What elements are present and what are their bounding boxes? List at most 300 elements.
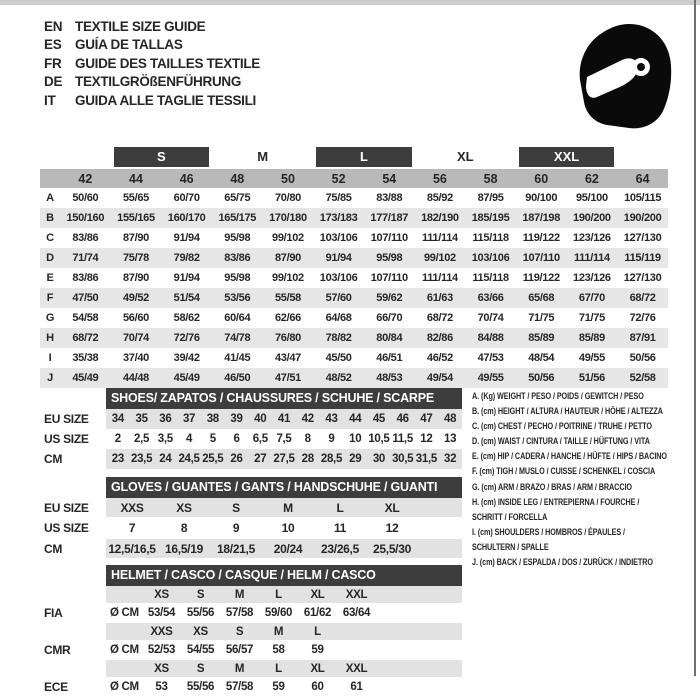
- main-size-table: [40, 147, 668, 388]
- language-list: [44, 17, 260, 110]
- helmet-standard-values: [106, 603, 462, 623]
- measurement-value-cell: 87/95: [477, 192, 504, 204]
- size-group-label: XXL: [519, 147, 614, 167]
- legend-item: I. (cm) SHOULDERS / HOMBROS / ÉPAULES /: [472, 526, 625, 538]
- helmet-standard-row: [44, 603, 462, 623]
- measurement-row: [40, 288, 668, 308]
- language-code: ES: [44, 37, 62, 53]
- helmet-size-cell: XS: [154, 588, 169, 601]
- shoes-value-cell: 35: [135, 413, 148, 425]
- measurement-value-cell: 103/106: [319, 232, 358, 244]
- shoes-value-cell: 30: [372, 453, 386, 465]
- gloves-value-cell: 11: [333, 521, 347, 535]
- legend-item: E. (cm) HIP / CADERA / HANCHE / HÜFTE / HIPS / BACINO: [472, 451, 667, 463]
- shoes-value-cell: 10,5: [368, 433, 390, 445]
- measurement-row: [40, 228, 668, 248]
- measurement-row-letter: D: [40, 248, 60, 268]
- helmet-size-cell: XXS: [150, 625, 173, 638]
- measurement-value-cell: 123/126: [573, 232, 611, 244]
- measurement-value-cell: 61/63: [415, 288, 466, 308]
- helmet-size-cell: L: [275, 588, 282, 601]
- measurement-row-letter: G: [45, 312, 55, 324]
- measurement-value-cell: 111/114: [567, 248, 618, 268]
- size-number-cell: 52: [313, 169, 364, 188]
- language-row: [44, 73, 260, 92]
- measurement-value-cell: 119/122: [522, 232, 560, 244]
- helmet-standard-label: ECE: [44, 680, 68, 694]
- measurement-value-cell: 35/38: [72, 352, 99, 364]
- language-code: DE: [44, 74, 63, 90]
- gloves-value-cell: 12: [385, 521, 399, 535]
- helmet-standard-row: [44, 640, 462, 660]
- gloves-value-cell: 23/26,5: [321, 541, 359, 556]
- measurement-value-cell: 51/56: [567, 368, 618, 388]
- gloves-value-cell: 9: [232, 521, 240, 535]
- gloves-row: [44, 498, 462, 517]
- legend-item: H. (cm) INSIDE LEG / ENTREPIERNA / FOURCHE /: [472, 496, 640, 508]
- measurement-value-cell: 83/86: [72, 232, 99, 244]
- measurement-value-cell: 107/110: [370, 272, 408, 284]
- shoes-value-cell: 27,5: [273, 453, 295, 465]
- measurement-value-cell: 83/86: [72, 272, 99, 284]
- helmet-value-cell: 58: [272, 644, 285, 656]
- shoes-value-cell: 11,5: [392, 433, 413, 445]
- measurement-value-cell: 58/62: [173, 312, 200, 324]
- helmet-size-cell: XS: [193, 625, 208, 638]
- measurement-value-cell: 99/102: [272, 232, 304, 244]
- racing-helmet-icon: [577, 22, 673, 132]
- shoes-value-cell: 5: [209, 433, 216, 445]
- helmet-unit-label: Ø CM: [110, 607, 139, 619]
- measurement-value-cell: 46/50: [212, 368, 263, 388]
- shoes-value-cell: 31,5: [415, 453, 437, 465]
- gloves-value-cell: 16,5/19: [165, 541, 203, 556]
- measurement-value-cell: 46/52: [426, 352, 453, 364]
- shoes-value-cell: 23: [111, 453, 124, 465]
- row-label: EU SIZE: [44, 500, 89, 515]
- measurement-value-cell: 57/60: [313, 288, 364, 308]
- measurement-value-cell: 85/89: [567, 328, 618, 348]
- gloves-value-cell: 25,5/30: [373, 541, 411, 556]
- measurement-value-cell: 187/198: [516, 208, 567, 228]
- measurement-row-letter: I: [48, 352, 52, 364]
- measurement-value-cell: 70/74: [477, 312, 504, 324]
- helmet-size-cell: M: [234, 662, 245, 675]
- measurement-value-cell: 71/74: [60, 248, 111, 268]
- shoes-section-title: SHOES/ ZAPATOS / CHAUSSURES / SCHUHE / SCARPE: [106, 388, 462, 409]
- helmet-size-cell: S: [196, 662, 205, 675]
- measurement-value-cell: 127/130: [623, 272, 662, 284]
- measurement-row: [40, 368, 668, 388]
- measurement-value-cell: 91/94: [173, 232, 200, 244]
- helmet-size-cell: XXL: [345, 588, 368, 601]
- size-group-cell: [40, 147, 111, 169]
- measurement-row-letter: E: [46, 272, 54, 284]
- helmet-size-cell: S: [235, 625, 244, 638]
- measurement-value-cell: 44/48: [111, 368, 162, 388]
- legend-item: A. (Kg) WEIGHT / PESO / POIDS / GEWITCH / PESO: [472, 391, 644, 402]
- gloves-row: [44, 539, 462, 558]
- size-group-cell: [415, 147, 516, 169]
- size-group-label: M: [257, 149, 269, 164]
- helmet-size-cell: XXL: [345, 662, 368, 675]
- measurement-row: [40, 328, 668, 348]
- gloves-values: [106, 539, 462, 558]
- measurement-legend: [472, 389, 694, 570]
- measurement-value-cell: 71/75: [578, 312, 605, 324]
- size-group-cell: [617, 147, 668, 169]
- gloves-value-cell: 20/24: [273, 541, 303, 556]
- gloves-value-cell: 18/21,5: [217, 541, 255, 556]
- measurement-value-cell: 60/70: [173, 192, 200, 204]
- legend-item: C. (cm) CHEST / PECHO / POITRINE / TRUHE / PETTO: [472, 421, 652, 433]
- helmet-size-cell: XL: [310, 662, 325, 675]
- shoes-value-cell: 10: [349, 433, 362, 445]
- measurement-value-cell: 165/175: [212, 208, 263, 228]
- helmet-sizes-row: [44, 623, 462, 640]
- helmet-unit-label: Ø CM: [110, 644, 139, 656]
- measurement-row: [40, 188, 668, 208]
- size-group-label: XL: [456, 149, 474, 164]
- measurement-value-cell: 95/98: [224, 272, 251, 284]
- measurement-value-cell: 50/56: [516, 368, 567, 388]
- legend-item: D. (cm) WAIST / CINTURA / TAILLE / HÜFTUNG / VITA: [472, 436, 650, 448]
- shoes-value-cell: 6,5: [252, 433, 268, 445]
- legend-item: G. (cm) ARM / BRAZO / BRAS / ARM / BRACCIO: [472, 481, 632, 493]
- measurement-value-cell: 55/58: [263, 288, 314, 308]
- size-number-spacer: [40, 169, 60, 188]
- shoes-value-cell: 45: [372, 413, 386, 425]
- helmet-standard-label: FIA: [44, 606, 63, 620]
- helmet-standard-row: [44, 677, 462, 697]
- measurement-value-cell: 45/49: [161, 368, 212, 388]
- measurement-value-cell: 62/66: [274, 312, 301, 324]
- measurement-value-cell: 45/49: [60, 368, 111, 388]
- measurement-value-cell: 95/98: [224, 232, 251, 244]
- measurement-value-cell: 173/183: [313, 208, 364, 228]
- helmet-value-cell: 57/58: [225, 681, 254, 693]
- shoes-value-cell: 13: [444, 433, 457, 445]
- helmet-value-cell: 60: [311, 681, 324, 693]
- measurement-value-cell: 49/55: [578, 352, 605, 364]
- shoes-value-cell: 32: [444, 453, 457, 465]
- measurement-value-cell: 49/52: [111, 288, 162, 308]
- measurement-value-cell: 127/130: [623, 232, 662, 244]
- measurement-value-cell: 65/75: [224, 192, 251, 204]
- measurement-value-cell: 83/86: [212, 248, 263, 268]
- size-number-cell: 58: [465, 169, 516, 188]
- shoes-value-cell: 34: [111, 413, 124, 425]
- measurement-value-cell: 48/53: [364, 368, 415, 388]
- gloves-value-cell: XL: [384, 500, 400, 515]
- measurement-value-cell: 68/72: [617, 288, 668, 308]
- shoes-value-cell: 24,5: [178, 453, 200, 465]
- legend-item: F. (cm) TIGH / MUSLO / CUISSE / SCHENKEL / COSCIA: [472, 466, 656, 478]
- shoes-value-cell: 29: [349, 453, 362, 465]
- language-code: FR: [44, 55, 62, 71]
- measurement-value-cell: 68/72: [426, 312, 453, 324]
- language-row: [44, 17, 260, 36]
- shoes-value-cell: 30,5: [392, 453, 414, 465]
- measurement-value-cell: 56/60: [122, 312, 149, 324]
- language-label: GUIDE DES TAILLES TEXTILE: [75, 55, 261, 71]
- size-number-cell: 56: [415, 169, 466, 188]
- measurement-value-cell: 53/56: [212, 288, 263, 308]
- measurement-value-cell: 45/50: [325, 352, 352, 364]
- measurement-row-letter: J: [40, 368, 60, 388]
- shoes-size-section: [44, 388, 462, 469]
- shoes-value-cell: 9: [328, 433, 335, 445]
- shoes-row: [44, 429, 462, 449]
- legend-item: SCHRITT / FORCELLA: [472, 511, 548, 523]
- measurement-value-cell: 83/88: [376, 192, 403, 204]
- helmet-size-cell: M: [234, 588, 245, 601]
- measurement-value-cell: 87/90: [263, 248, 314, 268]
- shoes-value-cell: 2: [114, 433, 121, 445]
- measurement-value-cell: 91/94: [173, 272, 200, 284]
- shoes-value-cell: 7,5: [276, 433, 292, 445]
- size-number-cell: 64: [617, 169, 668, 188]
- measurement-value-cell: 99/102: [272, 272, 304, 284]
- measurement-value-cell: 47/50: [60, 288, 111, 308]
- row-label: US SIZE: [44, 521, 89, 535]
- helmet-value-cell: 53/54: [147, 607, 176, 619]
- measurement-row-letter: F: [40, 288, 60, 308]
- helmet-sizes-values: [106, 623, 462, 640]
- measurement-value-cell: 107/110: [370, 232, 408, 244]
- measurement-value-cell: 65/68: [516, 288, 567, 308]
- size-number-cell: 50: [263, 169, 314, 188]
- language-row: [44, 36, 260, 55]
- measurement-value-cell: 47/53: [477, 352, 504, 364]
- measurement-value-cell: 182/190: [415, 208, 466, 228]
- shoes-values: [106, 429, 462, 449]
- row-label: CM: [44, 541, 63, 556]
- measurement-value-cell: 85/92: [426, 192, 453, 204]
- helmet-value-cell: 61: [350, 681, 363, 693]
- measurement-value-cell: 155/165: [111, 208, 162, 228]
- measurement-row: [40, 308, 668, 328]
- language-label: GUIDA ALLE TAGLIE TESSILI: [75, 92, 256, 108]
- size-number-cell: 62: [567, 169, 618, 188]
- measurement-row-letter: B: [40, 208, 60, 228]
- size-group-cell: [516, 147, 617, 169]
- shoes-value-cell: 36: [159, 413, 172, 425]
- helmet-size-cell: L: [314, 625, 321, 638]
- measurement-value-cell: 115/118: [472, 272, 509, 284]
- helmet-standard-values: [106, 640, 462, 660]
- measurement-value-cell: 71/75: [528, 312, 555, 324]
- shoes-value-cell: 38: [206, 413, 219, 425]
- helmet-standard-label: CMR: [44, 643, 71, 657]
- helmet-standard-values: [106, 677, 462, 697]
- measurement-value-cell: 50/60: [72, 192, 99, 204]
- measurement-value-cell: 72/76: [161, 328, 212, 348]
- measurement-value-cell: 51/54: [161, 288, 212, 308]
- size-group-cell: [313, 147, 414, 169]
- gloves-row: [44, 517, 462, 539]
- helmet-size-cell: S: [196, 588, 205, 601]
- gloves-value-cell: 10: [281, 521, 295, 535]
- legend-item: SCHULTERN / SPALLE: [472, 541, 549, 553]
- shoes-value-cell: 37: [182, 413, 196, 425]
- helmet-value-cell: 59/60: [264, 607, 293, 619]
- helmet-size-cell: XL: [310, 588, 325, 601]
- helmet-size-section: [44, 565, 462, 697]
- measurement-value-cell: 87/90: [122, 272, 149, 284]
- measurement-value-cell: 39/42: [173, 352, 200, 364]
- measurement-row: [40, 268, 668, 288]
- size-number-row: [40, 169, 668, 188]
- shoes-value-cell: 43: [325, 413, 338, 425]
- shoes-value-cell: 3,5: [157, 433, 173, 445]
- size-number-cell: 42: [60, 169, 111, 188]
- measurement-value-cell: 43/47: [274, 352, 301, 364]
- measurement-value-cell: 52/58: [617, 368, 668, 388]
- page-frame-right: [694, 0, 696, 676]
- measurement-value-cell: 78/82: [313, 328, 364, 348]
- measurement-value-cell: 76/80: [263, 328, 314, 348]
- measurement-value-cell: 75/85: [325, 192, 352, 204]
- measurement-value-cell: 105/115: [624, 192, 662, 204]
- shoes-row: [44, 449, 462, 469]
- shoes-value-cell: 46: [396, 413, 409, 425]
- size-number-cell: 54: [364, 169, 415, 188]
- helmet-value-cell: 55/56: [186, 681, 215, 693]
- shoes-values: [106, 409, 462, 429]
- helmet-sizes-values: [106, 586, 462, 603]
- helmet-value-cell: 57/58: [225, 607, 254, 619]
- gloves-values: [106, 498, 462, 517]
- measurement-value-cell: 190/200: [617, 208, 668, 228]
- size-group-label: L: [316, 147, 411, 167]
- gloves-values: [106, 517, 462, 539]
- measurement-value-cell: 160/170: [161, 208, 212, 228]
- helmet-sizes-values: [106, 660, 462, 677]
- measurement-value-cell: 60/64: [224, 312, 251, 324]
- size-number-cell: 48: [212, 169, 263, 188]
- measurement-value-cell: 111/114: [422, 232, 458, 244]
- measurement-value-cell: 107/110: [516, 248, 567, 268]
- shoes-value-cell: 39: [230, 413, 243, 425]
- measurement-value-cell: 67/70: [567, 288, 618, 308]
- language-row: [44, 54, 260, 73]
- measurement-value-cell: 49/54: [415, 368, 466, 388]
- helmet-value-cell: 55/56: [186, 607, 215, 619]
- measurement-value-cell: 49/55: [465, 368, 516, 388]
- measurement-value-cell: 87/91: [617, 328, 668, 348]
- row-label: CM: [44, 452, 63, 466]
- row-label: US SIZE: [44, 432, 89, 446]
- measurement-value-cell: 99/102: [415, 248, 466, 268]
- size-number-cell: 44: [111, 169, 162, 188]
- measurement-value-cell: 177/187: [364, 208, 415, 228]
- gloves-section-title: GLOVES / GUANTES / GANTS / HANDSCHUHE / GUANTI: [106, 477, 462, 498]
- size-group-row: [40, 147, 668, 169]
- shoes-value-cell: 4: [186, 433, 193, 445]
- gloves-value-cell: 7: [128, 521, 136, 535]
- shoes-value-cell: 48: [444, 413, 457, 425]
- shoes-value-cell: 8: [304, 433, 311, 445]
- measurement-value-cell: 55/65: [122, 192, 149, 204]
- measurement-value-cell: 47/51: [263, 368, 314, 388]
- helmet-unit-label: Ø CM: [110, 681, 139, 693]
- measurement-value-cell: 123/126: [573, 272, 611, 284]
- size-number-cell: 46: [161, 169, 212, 188]
- measurement-value-cell: 37/40: [122, 352, 149, 364]
- measurement-value-cell: 75/78: [111, 248, 162, 268]
- measurement-value-cell: 48/54: [528, 352, 555, 364]
- shoes-value-cell: 23,5: [130, 453, 153, 465]
- language-label: TEXTILGRÖßENFÜHRUNG: [75, 74, 242, 90]
- language-label: GUÍA DE TALLAS: [75, 37, 183, 53]
- shoes-value-cell: 6: [233, 433, 240, 445]
- helmet-value-cell: 53: [155, 681, 168, 693]
- measurement-value-cell: 80/84: [364, 328, 415, 348]
- size-group-cell: [111, 147, 212, 169]
- measurement-value-cell: 84/88: [465, 328, 516, 348]
- measurement-value-cell: 50/56: [629, 352, 656, 364]
- language-code: IT: [44, 92, 56, 108]
- measurement-value-cell: 59/62: [364, 288, 415, 308]
- language-label: TEXTILE SIZE GUIDE: [75, 18, 206, 34]
- gloves-value-cell: XXS: [120, 500, 144, 515]
- helmet-value-cell: 59: [272, 681, 285, 693]
- measurement-value-cell: 46/51: [376, 352, 403, 364]
- gloves-value-cell: M: [283, 500, 293, 515]
- measurement-value-cell: 111/114: [422, 272, 458, 284]
- row-label: EU SIZE: [44, 412, 89, 426]
- measurement-value-cell: 119/122: [522, 272, 560, 284]
- shoes-value-cell: 28,5: [320, 453, 343, 465]
- size-group-label: S: [114, 147, 209, 167]
- helmet-value-cell: 56/57: [225, 644, 254, 656]
- helmet-value-cell: 63/64: [342, 607, 371, 619]
- measurement-value-cell: 115/118: [472, 232, 509, 244]
- measurement-value-cell: 95/98: [364, 248, 415, 268]
- helmet-value-cell: 52/53: [147, 644, 176, 656]
- gloves-value-cell: XS: [176, 500, 192, 515]
- measurement-value-cell: 103/106: [319, 272, 358, 284]
- size-number-cell: 60: [516, 169, 567, 188]
- measurement-value-cell: 115/119: [617, 248, 668, 268]
- shoes-value-cell: 44: [349, 413, 362, 425]
- measurement-row: [40, 208, 668, 228]
- shoes-values: [106, 449, 462, 469]
- shoes-value-cell: 28: [301, 453, 314, 465]
- measurement-value-cell: 63/66: [465, 288, 516, 308]
- measurement-row-letter: H: [40, 328, 60, 348]
- measurement-value-cell: 79/82: [161, 248, 212, 268]
- helmet-size-cell: XS: [154, 662, 169, 675]
- measurement-row-letter: A: [46, 192, 54, 204]
- gloves-value-cell: 8: [180, 521, 188, 535]
- shoes-value-cell: 40: [254, 413, 267, 425]
- measurement-row: [40, 348, 668, 368]
- legend-item: B. (cm) HEIGHT / ALTURA / HAUTEUR / HÖHE / ALTEZZA: [472, 406, 663, 418]
- measurement-value-cell: 72/76: [629, 312, 656, 324]
- gloves-value-cell: 12,5/16,5: [108, 541, 156, 556]
- page-frame-top: [0, 0, 700, 5]
- size-group-cell: [212, 147, 313, 169]
- measurement-value-cell: 85/89: [516, 328, 567, 348]
- measurement-value-cell: 95/100: [575, 192, 608, 204]
- shoes-value-cell: 42: [301, 413, 314, 425]
- shoes-value-cell: 41: [277, 413, 291, 425]
- measurement-value-cell: 54/58: [72, 312, 99, 324]
- measurement-value-cell: 103/106: [465, 248, 516, 268]
- measurement-value-cell: 190/200: [567, 208, 618, 228]
